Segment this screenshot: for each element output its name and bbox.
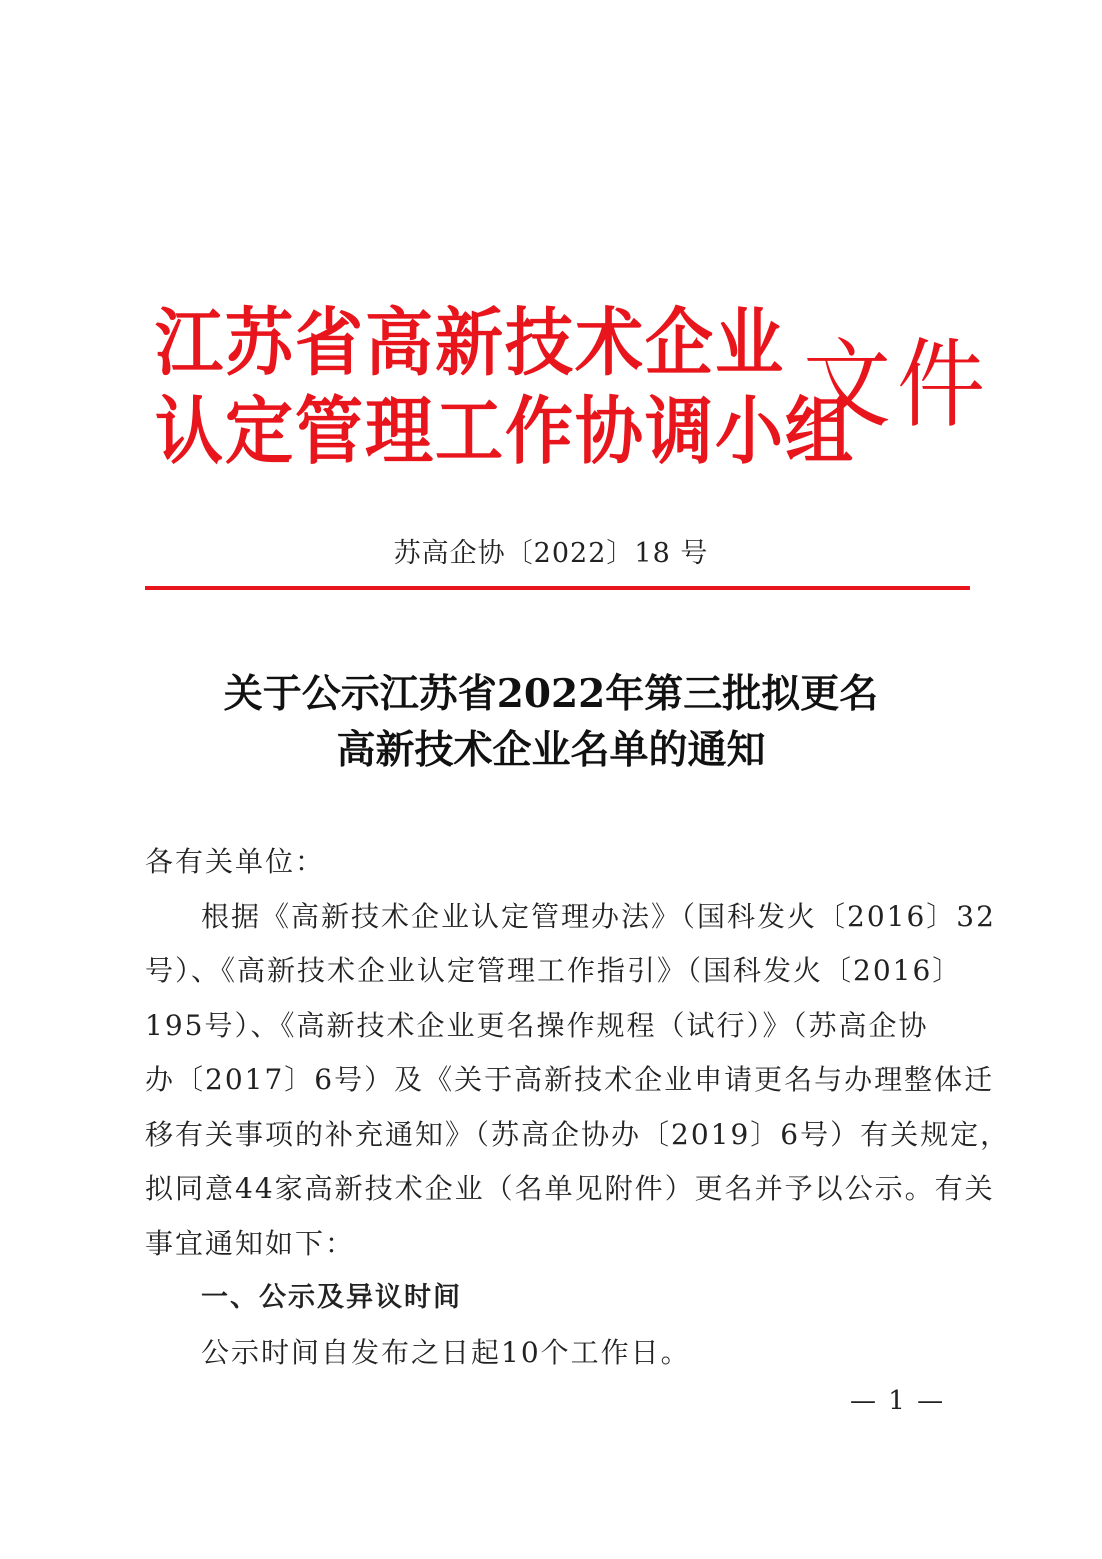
paragraph-line: 根据《高新技术企业认定管理办法》（国科发火〔2016〕32 xyxy=(201,899,996,933)
paragraph-line: 拟同意44家高新技术企业（名单见附件）更名并予以公示。有关 xyxy=(145,1172,995,1205)
document-number: 苏高企协〔2022〕18 号 xyxy=(393,538,709,569)
masthead-org-line-1: 江苏省高新技术企业 xyxy=(155,301,786,387)
title-line-1: 关于公示江苏省2022年第三批拟更名 xyxy=(223,671,879,717)
paragraph-line: 移有关事项的补充通知》（苏高企协办〔2019〕6号）有关规定， xyxy=(145,1117,1011,1151)
main-paragraph xyxy=(145,890,1011,1272)
masthead-org-line-2: 认定管理工作协调小组 xyxy=(155,389,856,475)
document-title xyxy=(0,666,1102,778)
masthead xyxy=(155,300,992,475)
paragraph-line: 事宜通知如下： xyxy=(145,1226,356,1260)
masthead-org-name xyxy=(155,300,856,477)
document-body xyxy=(145,835,1011,1380)
section-1-text: 公示时间自发布之日起10个工作日。 xyxy=(201,1335,691,1369)
red-divider-line xyxy=(145,586,970,590)
title-line-2: 高新技术企业名单的通知 xyxy=(336,727,766,773)
paragraph-line: 号）、《高新技术企业认定管理工作指引》（国科发火〔2016〕 xyxy=(145,954,963,987)
paragraph-line: 195号）、《高新技术企业更名操作规程（试行）》（苏高企协 xyxy=(145,1008,929,1042)
salutation: 各有关单位： xyxy=(145,845,326,878)
masthead-doc-word: 文件 xyxy=(803,327,992,442)
page-number: — 1 — xyxy=(850,1386,946,1416)
paragraph-line: 办〔2017〕6号）及《关于高新技术企业申请更名与办理整体迁 xyxy=(145,1063,995,1096)
section-heading-1: 一、公示及异议时间 xyxy=(201,1282,462,1313)
